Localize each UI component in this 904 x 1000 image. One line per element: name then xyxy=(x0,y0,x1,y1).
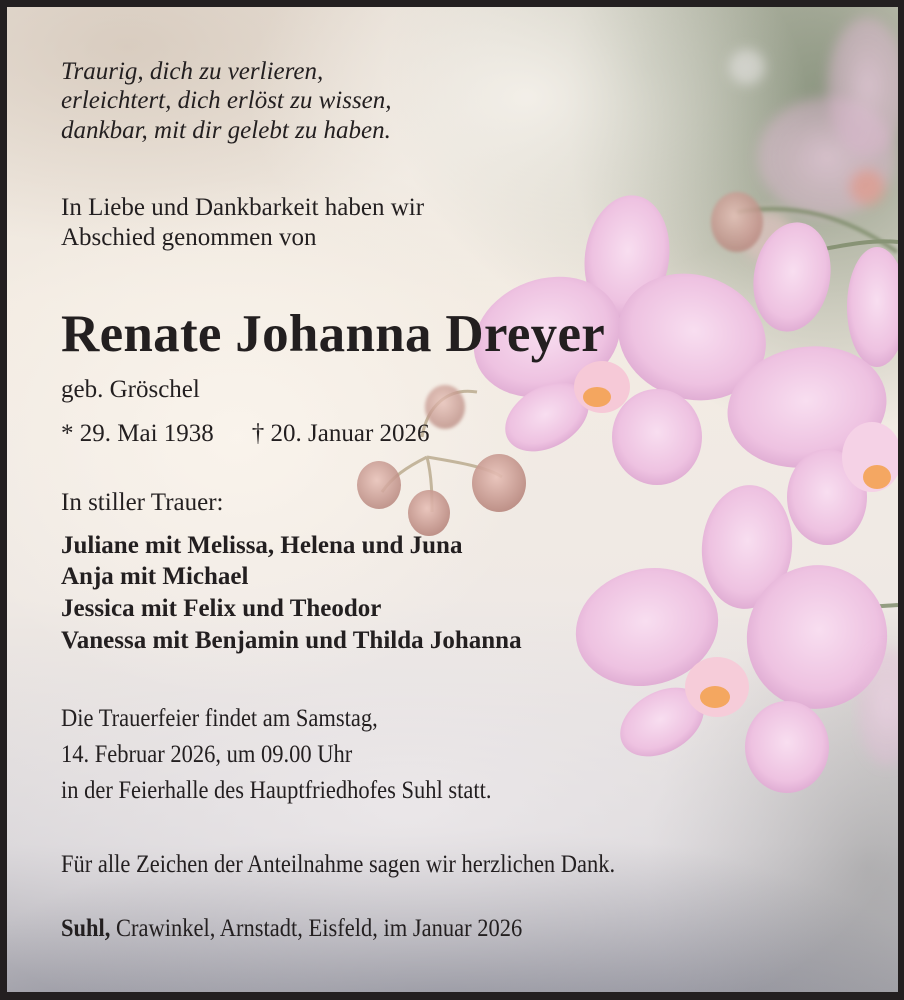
deceased-name: Renate Johanna Dreyer xyxy=(61,305,606,363)
poem-line-3: dankbar, mit dir gelebt zu haben. xyxy=(61,117,391,144)
obituary-text xyxy=(7,7,898,992)
death-date: † 20. Januar 2026 xyxy=(251,420,430,447)
intro-line-2: Abschied genommen von xyxy=(61,224,317,251)
mourner-line: Anja mit Michael xyxy=(61,563,249,590)
mourner-line: Juliane mit Melissa, Helena und Juna xyxy=(61,532,463,559)
poem-line-2: erleichtert, dich erlöst zu wissen, xyxy=(61,87,392,114)
birth-date: * 29. Mai 1938 xyxy=(61,420,214,447)
funeral-line-2: 14. Februar 2026, um 09.00 Uhr xyxy=(61,741,353,768)
thanks-line: Für alle Zeichen der Anteilnahme sagen wir herzlichen Dank. xyxy=(61,851,616,878)
life-dates xyxy=(61,419,430,449)
funeral-line-3: in der Feierhalle des Hauptfriedhofes Suhl statt. xyxy=(61,777,492,804)
mourners-heading: In stiller Trauer: xyxy=(61,489,224,516)
poem-line-1: Traurig, dich zu verlieren, xyxy=(61,58,324,85)
obituary-card xyxy=(7,7,898,992)
closing-line xyxy=(61,914,522,944)
mourner-line: Jessica mit Felix und Theodor xyxy=(61,595,382,622)
birth-name: geb. Gröschel xyxy=(61,376,200,403)
closing-place: Suhl, xyxy=(61,915,111,942)
intro-line-1: In Liebe und Dankbarkeit haben wir xyxy=(61,194,425,221)
mourner-line: Vanessa mit Benjamin und Thilda Johanna xyxy=(61,627,522,654)
funeral-line-1: Die Trauerfeier findet am Samstag, xyxy=(61,705,378,732)
closing-rest: Crawinkel, Arnstadt, Eisfeld, im Januar 2026 xyxy=(110,915,523,942)
